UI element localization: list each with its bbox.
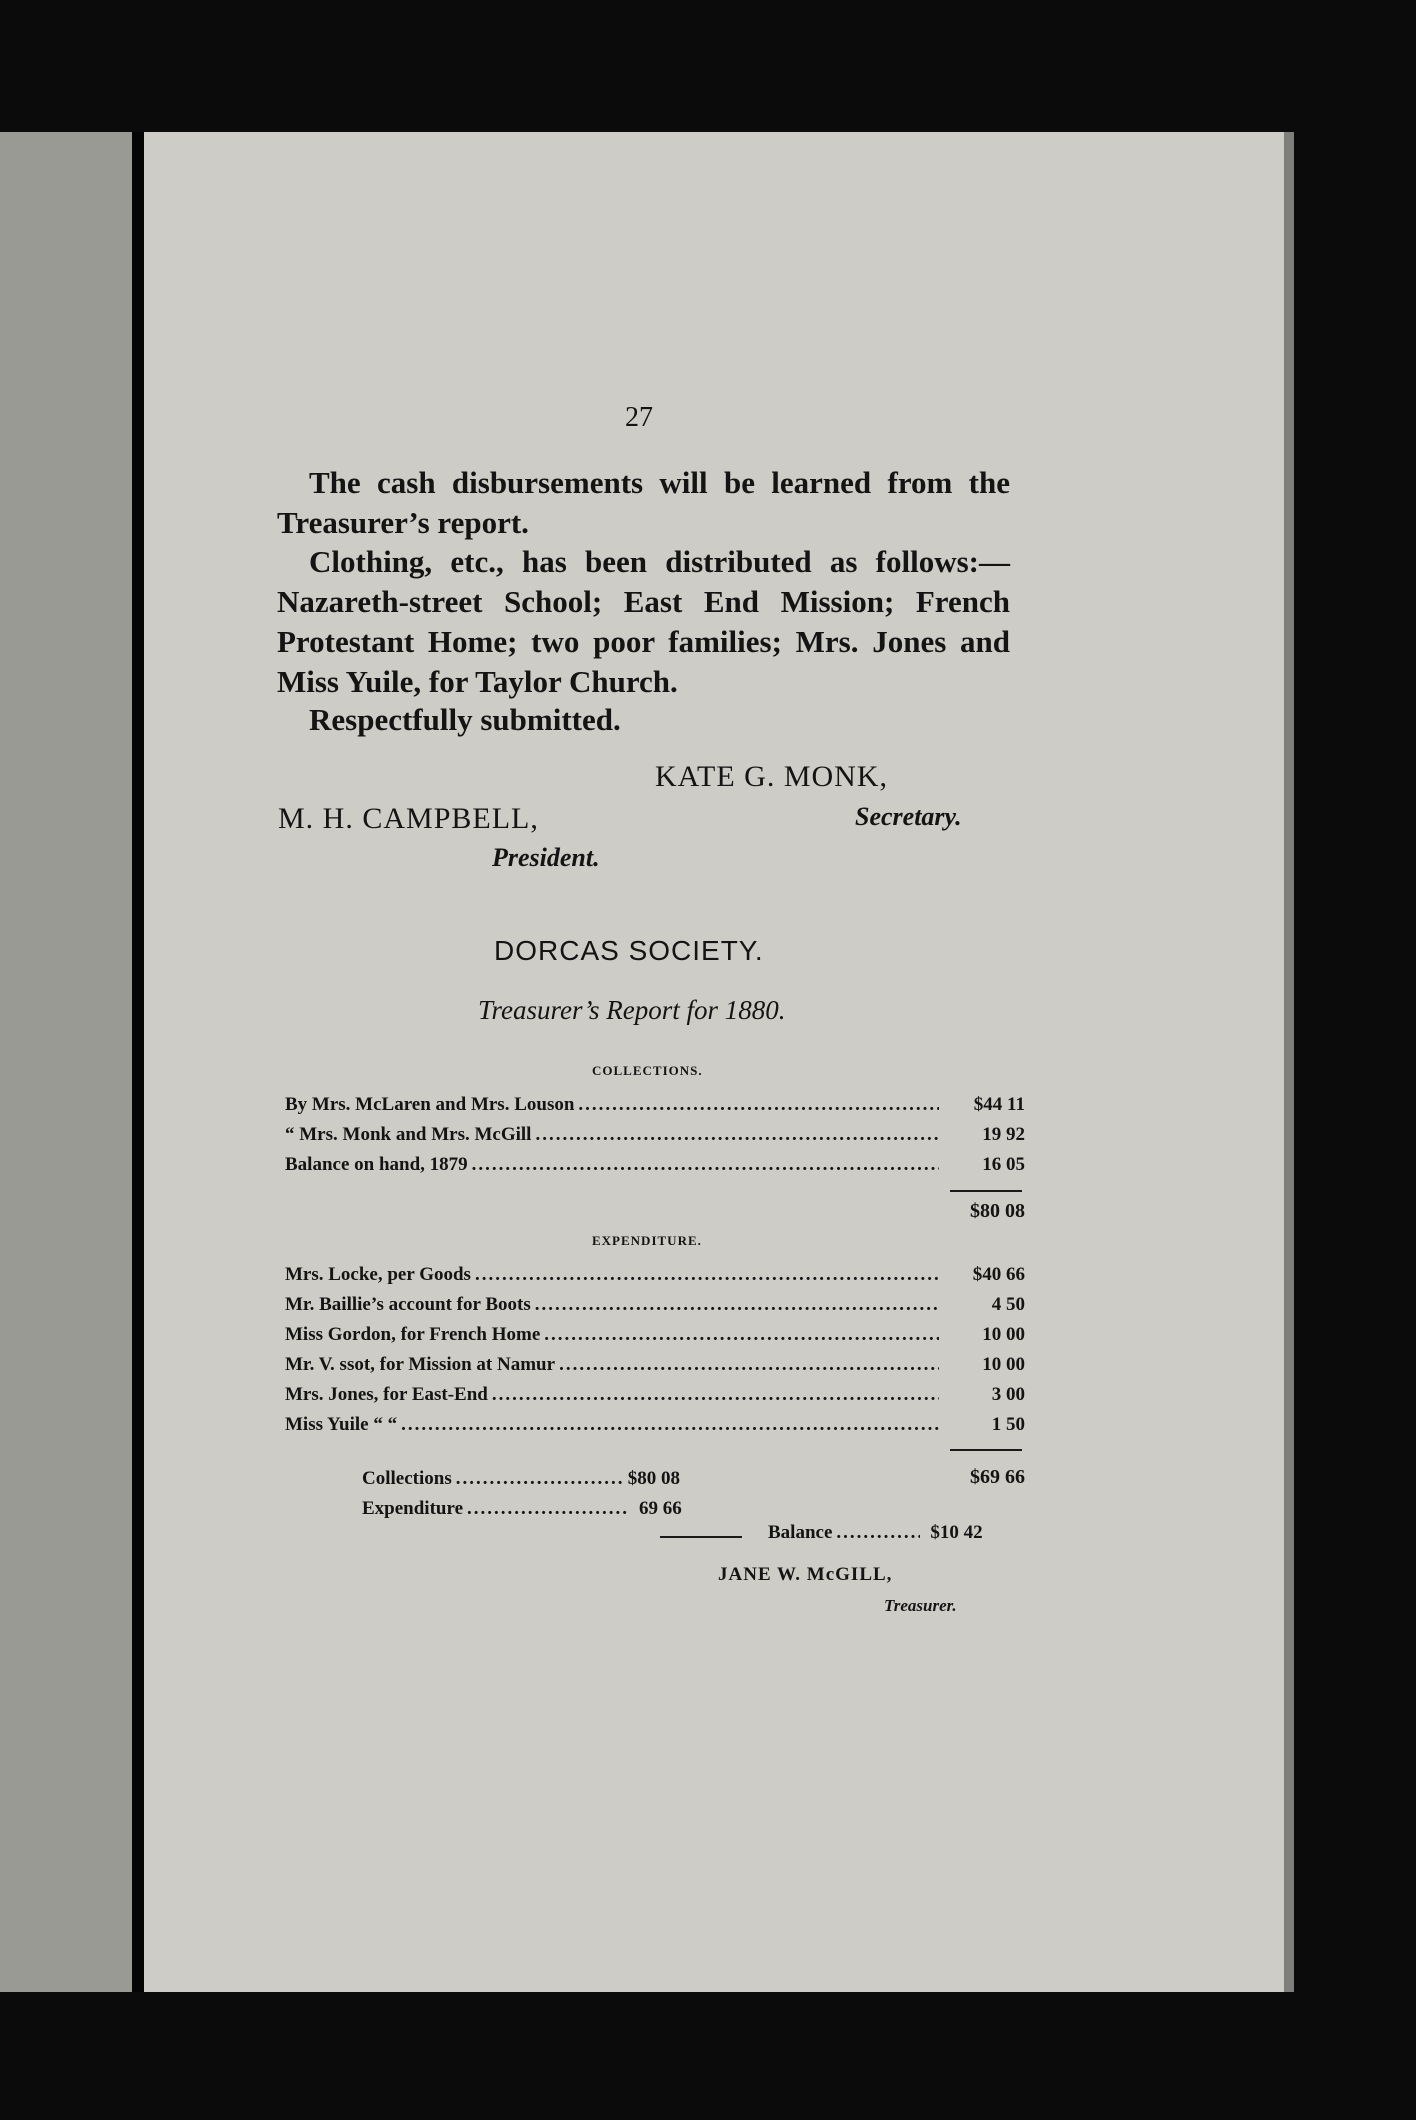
expenditure-rule <box>950 1449 1022 1451</box>
row-label: Miss Yuile “ “ <box>285 1414 398 1435</box>
leader-dots <box>472 1154 939 1176</box>
paragraph-respectfully-submitted: Respectfully submitted. <box>309 702 621 737</box>
row-amount: 3 00 <box>991 1384 1025 1405</box>
collections-header: COLLECTIONS. <box>592 1063 703 1078</box>
leader-dots <box>535 1124 939 1146</box>
expenditure-row <box>285 1294 1025 1322</box>
row-amount: $44 11 <box>973 1094 1025 1115</box>
leader-dots <box>544 1324 939 1346</box>
summary-collections-row <box>362 1468 680 1490</box>
summary-balance-label: Balance <box>768 1522 833 1543</box>
collections-row <box>285 1094 1025 1122</box>
expenditure-row <box>285 1414 1025 1442</box>
leader-dots <box>475 1264 939 1286</box>
book-spine <box>132 132 144 1992</box>
leader-dots <box>559 1354 939 1376</box>
row-amount: 1 50 <box>991 1414 1025 1435</box>
secretary-title: Secretary. <box>855 802 962 831</box>
leader-dots <box>467 1498 627 1520</box>
leader-dots <box>578 1094 939 1116</box>
collections-row <box>285 1124 1025 1152</box>
row-label: Mr. V. ssot, for Mission at Namur <box>285 1354 556 1375</box>
leader-dots <box>836 1522 920 1544</box>
row-amount: 10 00 <box>982 1354 1025 1375</box>
row-label: “ Mrs. Monk and Mrs. McGill <box>285 1124 532 1145</box>
row-amount: 19 92 <box>982 1124 1025 1145</box>
paragraph-cash-disbursements: The cash disbursements will be learned from the Treasurer’s report. <box>277 465 1010 540</box>
document-page <box>144 132 1284 1992</box>
row-label: Balance on hand, 1879 <box>285 1154 468 1175</box>
leader-dots <box>456 1468 624 1490</box>
expenditure-row <box>285 1354 1025 1382</box>
president-title: President. <box>492 843 600 872</box>
summary-rule <box>660 1536 742 1538</box>
summary-balance-row <box>768 1522 983 1544</box>
treasurer-title: Treasurer. <box>884 1596 957 1615</box>
paragraph-clothing-distribution: Clothing, etc., has been distributed as follows:— Nazareth-street School; East End Mission; French Protestant Home; two poor families; Mrs. Jones and Miss Yuile, for Taylor Church. <box>277 544 1010 699</box>
row-amount: 10 00 <box>982 1324 1025 1345</box>
leader-dots <box>492 1384 939 1406</box>
row-label: Mrs. Locke, per Goods <box>285 1264 471 1285</box>
report-subtitle: Treasurer’s Report for 1880. <box>478 995 786 1025</box>
expenditure-header: EXPENDITURE. <box>592 1233 702 1248</box>
expenditure-row <box>285 1384 1025 1412</box>
summary-expenditure-row <box>362 1498 682 1520</box>
row-label: By Mrs. McLaren and Mrs. Louson <box>285 1094 575 1115</box>
summary-expenditure-value: 69 66 <box>639 1498 682 1519</box>
facing-page-edge <box>0 132 140 1992</box>
row-amount: $40 66 <box>972 1264 1025 1285</box>
treasurer-name: JANE W. McGILL, <box>718 1564 893 1585</box>
president-name: M. H. CAMPBELL, <box>278 802 539 835</box>
collections-row <box>285 1154 1025 1182</box>
leader-dots <box>401 1414 939 1436</box>
row-amount: 16 05 <box>982 1154 1025 1175</box>
society-title: DORCAS SOCIETY. <box>494 935 764 966</box>
summary-balance-value: $10 42 <box>930 1522 983 1543</box>
summary-collections-value: $80 08 <box>627 1468 680 1489</box>
leader-dots <box>535 1294 939 1316</box>
collections-total: $80 08 <box>970 1200 1025 1222</box>
summary-collections-label: Collections <box>362 1468 452 1489</box>
expenditure-row <box>285 1264 1025 1292</box>
page-number: 27 <box>625 402 653 433</box>
row-label: Mr. Baillie’s account for Boots <box>285 1294 531 1315</box>
row-label: Mrs. Jones, for East-End <box>285 1384 488 1405</box>
summary-expenditure-label: Expenditure <box>362 1498 464 1519</box>
expenditure-row <box>285 1324 1025 1352</box>
collections-rule <box>950 1190 1022 1192</box>
row-label: Miss Gordon, for French Home <box>285 1324 541 1345</box>
page-edge <box>1284 132 1294 1992</box>
secretary-name: KATE G. MONK, <box>655 760 888 793</box>
row-amount: 4 50 <box>991 1294 1025 1315</box>
expenditure-total: $69 66 <box>970 1466 1025 1488</box>
